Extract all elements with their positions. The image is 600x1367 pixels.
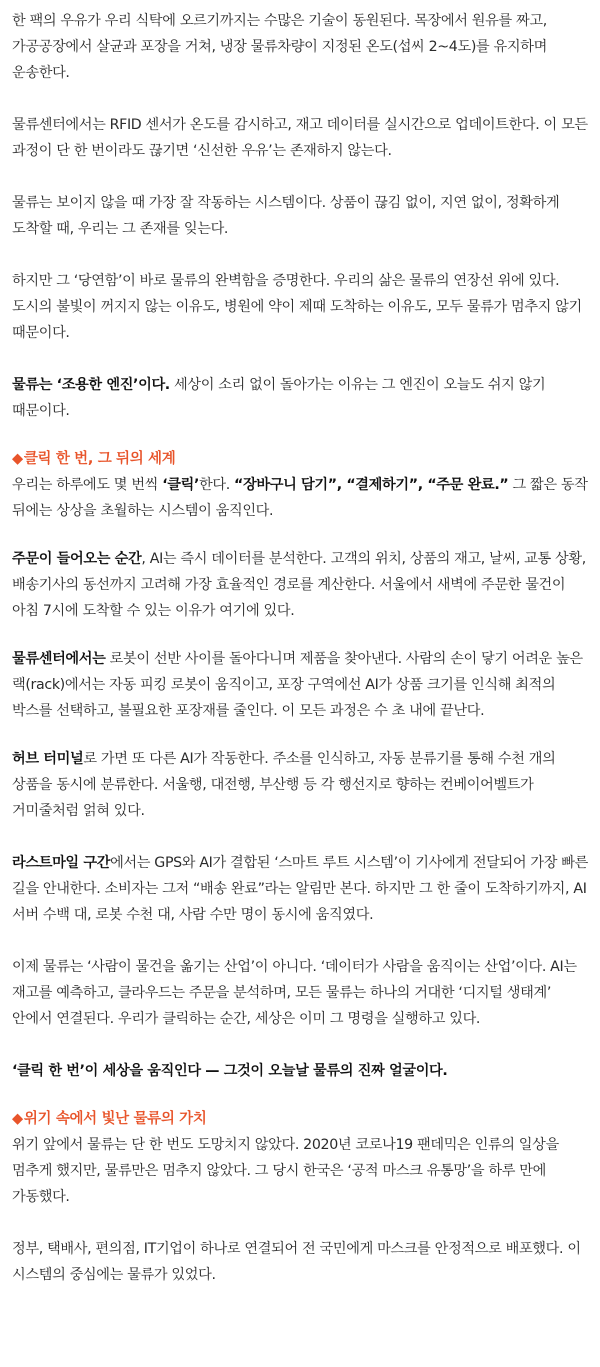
paragraph xyxy=(12,850,588,928)
section-crisis-body xyxy=(12,1132,588,1288)
section-click xyxy=(12,446,588,1084)
section-heading-text: 클릭 한 번, 그 뒤의 세계 xyxy=(23,451,176,467)
section-click-body xyxy=(12,472,588,1084)
paragraph xyxy=(12,1058,588,1084)
paragraph xyxy=(12,190,588,242)
paragraph xyxy=(12,646,588,724)
text-run: , AI는 즉시 데이터를 분석한다. 고객의 위치, 상품의 재고, 날씨, 교통 상황, 배송기사의 동선까지 고려해 가장 효율적인 경로를 계산한다. 서울에서 새벽에 주문한 물건이 아침 7시에 도착할 수 있는 이유가 여기에 있다. xyxy=(12,551,586,619)
bold-text: “장바구니 담기”, “결제하기”, “주문 완료.” xyxy=(234,477,509,493)
text-run: 이제 물류는 ‘사람이 물건을 옮기는 산업’이 아니다. ‘데이터가 사람을 움직이는 산업’이다. AI는 재고를 예측하고, 클라우드는 주문을 분석하며, 모든 물류는 하나의 거대한 ‘디지털 생태계’ 안에서 연결된다. 우리가 클릭하는 순간, 세상은 이미 그 명령을 실행하고 있다. xyxy=(12,959,577,1027)
section-crisis xyxy=(12,1106,588,1288)
text-run: 물류센터에서는 RFID 센서가 온도를 감시하고, 재고 데이터를 실시간으로 업데이트한다. 이 모든 과정이 단 한 번이라도 끊기면 ‘신선한 우유’는 존재하지 않는다. xyxy=(12,117,588,159)
bold-text: 물류센터에서는 xyxy=(12,651,106,667)
bold-text: 허브 터미널 xyxy=(12,751,84,767)
text-run: 로 가면 또 다른 AI가 작동한다. 주소를 인식하고, 자동 분류기를 통해 수천 개의 상품을 동시에 분류한다. 서울행, 대전행, 부산행 등 각 행선지로 향하는 컨베이어벨트가 거미줄처럼 얽혀 있다. xyxy=(12,751,556,819)
text-run: 정부, 택배사, 편의점, IT기업이 하나로 연결되어 전 국민에게 마스크를 안정적으로 배포했다. 이 시스템의 중심에는 물류가 있었다. xyxy=(12,1241,581,1283)
paragraph xyxy=(12,472,588,524)
bold-text: 라스트마일 구간 xyxy=(12,855,111,871)
bold-text: ‘클릭’ xyxy=(162,477,199,493)
text-run: 하지만 그 ‘당연함’이 바로 물류의 완벽함을 증명한다. 우리의 삶은 물류의 연장선 위에 있다. 도시의 불빛이 꺼지지 않는 이유도, 병원에 약이 제때 도착하는 이유도, 모두 물류가 멈추지 않기 때문이다. xyxy=(12,273,582,341)
bold-text: 주문이 들어오는 순간 xyxy=(12,551,142,567)
paragraph xyxy=(12,1132,588,1210)
paragraph xyxy=(12,954,588,1032)
section-heading-click xyxy=(12,446,588,472)
text-run: 그 짧은 동작 뒤에는 상상을 초월하는 시스템이 움직인다. xyxy=(12,477,588,519)
section-heading-crisis xyxy=(12,1106,588,1132)
text-run: 로봇이 선반 사이를 돌아다니며 제품을 찾아낸다. 사람의 손이 닿기 어려운 높은 랙(rack)에서는 자동 피킹 로봇이 움직이고, 포장 구역에선 AI가 상품 크기를 인식해 최적의 박스를 선택하고, 불필요한 포장재를 줄인다. 이 모든 과정은 수 초 내에 끝난다. xyxy=(12,651,583,719)
text-run: 위기 앞에서 물류는 단 한 번도 도망치지 않았다. 2020년 코로나19 팬데믹은 인류의 일상을 멈추게 했지만, 물류만은 멈추지 않았다. 그 당시 한국은 ‘공적 마스크 유통망’을 하루 만에 가동했다. xyxy=(12,1137,559,1205)
text-run: 에서는 GPS와 AI가 결합된 ‘스마트 루트 시스템’이 기사에게 전달되어 가장 빠른 길을 안내한다. 소비자는 그저 “배송 완료”라는 알림만 본다. 하지만 그 한 줄이 도착하기까지, AI 서버 수백 대, 로봇 수천 대, 사람 수만 명이 동시에 움직였다. xyxy=(12,855,588,923)
article-body xyxy=(0,8,600,1288)
bold-text: 물류는 ‘조용한 엔진’이다. xyxy=(12,377,170,393)
paragraph xyxy=(12,112,588,164)
diamond-icon: ◆ xyxy=(12,451,23,467)
bold-text: ‘클릭 한 번’이 세상을 움직인다 — 그것이 오늘날 물류의 진짜 얼굴이다. xyxy=(12,1063,448,1079)
paragraph xyxy=(12,268,588,346)
paragraph xyxy=(12,8,588,86)
diamond-icon: ◆ xyxy=(12,1111,23,1127)
section-heading-text: 위기 속에서 빛난 물류의 가치 xyxy=(23,1111,207,1127)
text-run: 한 팩의 우유가 우리 식탁에 오르기까지는 수많은 기술이 동원된다. 목장에서 원유를 짜고, 가공공장에서 살균과 포장을 거쳐, 냉장 물류차량이 지정된 온도(섭씨 2~4도)를 유지하며 운송한다. xyxy=(12,13,547,81)
paragraph xyxy=(12,546,588,624)
intro-section xyxy=(12,8,588,424)
paragraph xyxy=(12,372,588,424)
text-run: 한다. xyxy=(199,477,235,493)
text-run: 물류는 보이지 않을 때 가장 잘 작동하는 시스템이다. 상품이 끊김 없이, 지연 없이, 정확하게 도착할 때, 우리는 그 존재를 잊는다. xyxy=(12,195,560,237)
paragraph xyxy=(12,1236,588,1288)
paragraph xyxy=(12,746,588,824)
text-run: 세상이 소리 없이 돌아가는 이유는 그 엔진이 오늘도 쉬지 않기 때문이다. xyxy=(12,377,546,419)
text-run: 우리는 하루에도 몇 번씩 xyxy=(12,477,163,493)
